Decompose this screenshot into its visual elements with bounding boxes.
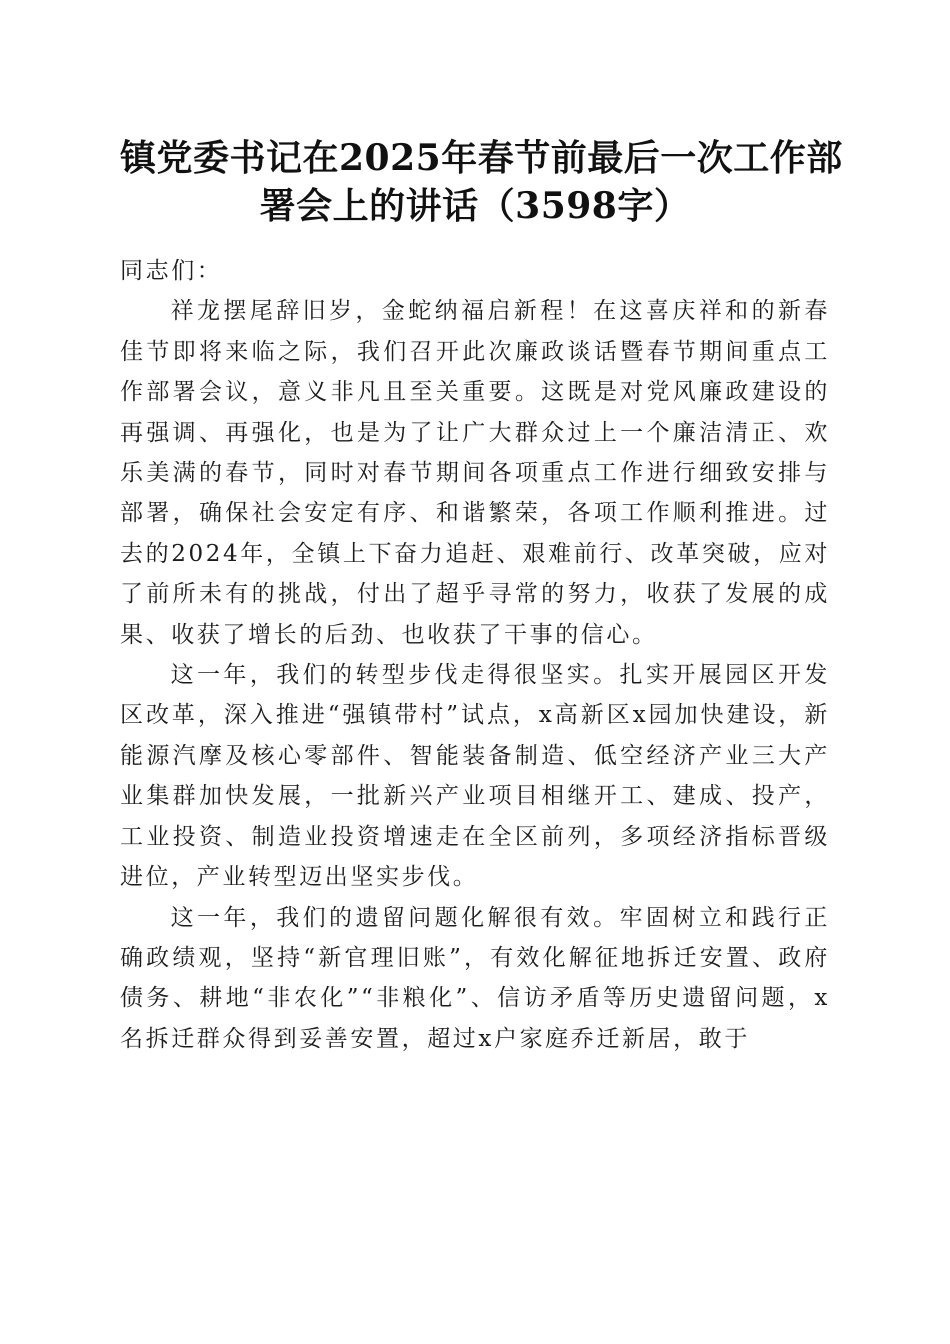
paragraph-1: 祥龙摆尾辞旧岁，金蛇纳福启新程！在这喜庆祥和的新春佳节即将来临之际，我们召开此次廉政谈话暨春节期间重点工作部署会议，意义非凡且至关重要。这既是对党风廉政建设的再强调、再强化，也是为了让广大群众过上一个廉洁清正、欢乐美满的春节，同时对春节期间各项重点工作进行细致安排与部署，确保社会安定有序、和谐繁荣，各项工作顺利推进。过去的2024年，全镇上下奋力追赶、艰难前行、改革突破，应对了前所未有的挑战，付出了超乎寻常的努力，收获了发展的成果、收获了增长的后劲、也收获了干事的信心。 bbox=[120, 298, 830, 648]
paragraph-3: 这一年，我们的遗留问题化解很有效。牢固树立和践行正确政绩观，坚持“新官理旧账”，有效化解征地拆迁安置、政府债务、耕地“非农化”“非粮化”、信访矛盾等历史遗留问题，x名拆迁群众得到妥善安置，超过x户家庭乔迁新居，敢于 bbox=[120, 904, 830, 1052]
title-line-2: 署会上的讲话（3598字） bbox=[259, 185, 691, 227]
paragraph-2: 这一年，我们的转型步伐走得很坚实。扎实开展园区开发区改革，深入推进“强镇带村”试点，x高新区x园加快建设，新能源汽摩及核心零部件、智能装备制造、低空经济产业三大产业集群加快发展，一批新兴产业项目相继开工、建成、投产，工业投资、制造业投资增速走在全区前列，多项经济指标晋级进位，产业转型迈出坚实步伐。 bbox=[120, 662, 830, 891]
document-title bbox=[120, 134, 843, 230]
salutation: 同志们： bbox=[120, 258, 223, 284]
title-line-1: 镇党委书记在2025年春节前最后一次工作部 bbox=[120, 137, 843, 179]
document-body bbox=[120, 251, 830, 1059]
